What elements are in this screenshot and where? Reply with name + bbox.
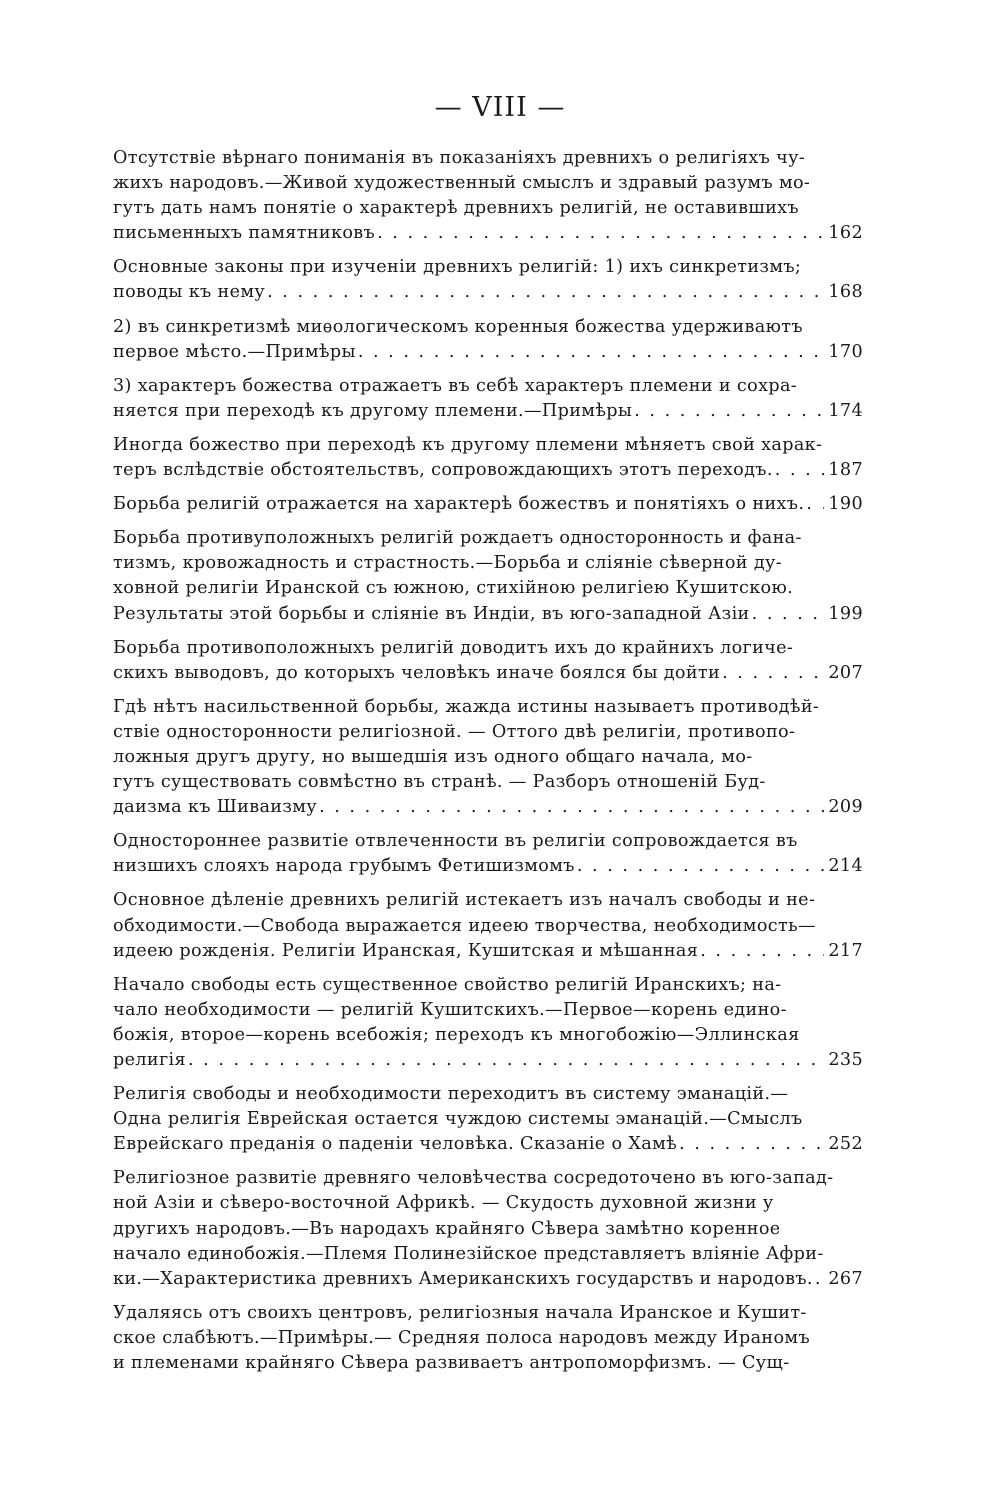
toc-entry-line: Начало свободы есть существенное свойство религій Иранскихъ; на- — [113, 974, 782, 995]
toc-entry-page: 252 — [828, 1134, 863, 1155]
toc-entry-line: 3) характеръ божества отражаетъ въ себѣ характеръ племени и сохра- — [113, 375, 798, 396]
toc-entry-text: няется при переходѣ къ другому племени.—Примѣры — [113, 400, 633, 421]
toc-entry-text: Борьба религій отражается на характерѣ божествъ и понятіяхъ о нихъ. — [113, 494, 805, 515]
toc-entry-line: Отсутствіе вѣрнаго пониманія въ показаніяхъ древнихъ о религіяхъ чу- — [113, 148, 806, 168]
dot-leader — [267, 280, 824, 305]
toc-entry-last-line — [113, 602, 863, 627]
toc-entry-line: обходимости.—Свобода выражается идеею творчества, необходимость— — [113, 915, 816, 936]
dot-leader — [679, 1132, 824, 1157]
toc-entry-line: и племенами крайняго Сѣвера развиваетъ антропоморфизмъ. — Сущ- — [113, 1353, 790, 1374]
toc-entry-last-line — [113, 1132, 863, 1157]
toc-entry-line: божія, второе—корень всебожія; переходъ къ многобожію—Эллинская — [113, 1024, 800, 1045]
toc-entry-line: начало единобожія.—Племя Полинезійское представляетъ вліяніе Афри- — [113, 1243, 824, 1264]
toc-entry — [113, 888, 863, 963]
toc-entry-page: 209 — [828, 797, 863, 818]
toc-entry — [113, 636, 863, 686]
toc-entry-line: гутъ дать намъ понятіе о характерѣ древнихъ религій, не оставившихъ — [113, 198, 799, 219]
toc-entry-line: Борьба противуположныхъ религій рождаетъ односторонность и фана- — [113, 528, 802, 549]
toc-entry-text: письменныхъ памятниковъ — [113, 223, 376, 244]
page-number: — VIII — — [434, 92, 566, 123]
toc-entry-line: тизмъ, кровожадность и страстность.—Борьба и сліяніе сѣверной ду- — [113, 553, 782, 574]
toc-entry-text: теръ вслѣдствіе обстоятельствъ, сопровождающихъ этотъ переходъ. — [113, 460, 773, 481]
toc-entry-line: ложныя другъ другу, но вышедшія изъ одного общаго начала, мо- — [113, 746, 753, 767]
toc-entry — [113, 695, 863, 820]
toc-entry — [113, 526, 863, 626]
toc-entry-line: гутъ существовать совмѣстно въ странѣ. — Разборъ отношеній Буд- — [113, 772, 766, 793]
toc-entry-page: 199 — [828, 603, 863, 624]
toc-entry-page: 170 — [828, 341, 863, 362]
toc-entry-line: 2) въ синкретизмѣ миѳологическомъ коренныя божества удерживаютъ — [113, 316, 803, 337]
toc-entry-line: Основные законы при изученіи древнихъ религій: 1) ихъ синкретизмъ; — [113, 257, 802, 278]
toc-entry — [113, 374, 863, 424]
toc-entry-line: Религія свободы и необходимости переходитъ въ систему эманацій.— — [113, 1084, 789, 1105]
toc-entry-text: Результаты этой борьбы и сліяніе въ Индіи, въ юго-западной Азіи — [113, 603, 750, 624]
toc-entry-line: ствіе односторонности религіозной. — Оттого двѣ религіи, противопо- — [113, 721, 796, 742]
dot-leader — [188, 1048, 824, 1073]
toc-entry-last-line — [113, 280, 863, 305]
dot-leader — [319, 795, 824, 820]
toc-entry — [113, 1166, 863, 1291]
dot-leader — [634, 399, 824, 424]
toc-entry-text: скихъ выводовъ, до которыхъ человѣкъ иначе боялся бы дойти — [113, 662, 721, 683]
toc-entry — [113, 973, 863, 1073]
toc-entry-text: первое мѣсто.—Примѣры — [113, 341, 356, 362]
toc-entry-text: низшихъ слояхъ народа грубымъ Фетишизмомъ — [113, 856, 575, 877]
toc-entry-line: чало необходимости — религій Кушитскихъ.—Первое—корень едино- — [113, 999, 787, 1020]
toc-entry-last-line — [113, 661, 863, 686]
dot-leader — [775, 458, 825, 483]
toc-entry-page: 267 — [828, 1268, 863, 1289]
dot-leader — [377, 221, 824, 246]
toc-entry-line: другихъ народовъ.—Въ народахъ крайняго Сѣвера замѣтно коренное — [113, 1218, 781, 1239]
toc-entry-page: 235 — [828, 1050, 863, 1070]
toc-entry-line: Религіозное развитіе древняго человѣчества сосредоточено въ юго-запад- — [113, 1168, 834, 1189]
toc-entry-line: ховной религіи Иранской съ южною, стихійною религіею Кушитскою. — [113, 578, 794, 599]
dot-leader — [577, 854, 825, 879]
toc-entry-line: жихъ народовъ.—Живой художественный смыслъ и здравый разумъ мо- — [113, 173, 811, 194]
toc-entry-line: Удаляясь отъ своихъ центровъ, религіозныя начала Иранское и Кушит- — [113, 1302, 807, 1323]
toc-entry-text: даизма къ Шиваизму — [113, 797, 318, 818]
toc-entry-continued — [113, 1301, 863, 1376]
toc-entry-text: поводы къ нему — [113, 282, 266, 303]
toc-entry-line: Основное дѣленіе древнихъ религій истекаетъ изъ началъ свободы и не- — [113, 890, 816, 911]
toc-entry-line: Борьба противоположныхъ религій доводитъ ихъ до крайнихъ логиче- — [113, 637, 794, 658]
toc-entry-line: Иногда божество при переходѣ къ другому племени мѣняетъ свой харак- — [113, 434, 823, 455]
toc-entry-page: 187 — [828, 460, 863, 481]
dot-leader — [722, 661, 824, 686]
toc-entry-last-line — [113, 399, 863, 424]
toc-entry-last-line — [113, 795, 863, 820]
dot-leader — [752, 602, 825, 627]
toc-entry-last-line — [113, 1048, 863, 1073]
toc-entry-text: Еврейскаго преданія о паденіи человѣка. Сказаніе о Хамѣ — [113, 1134, 678, 1155]
toc-entry-page: 174 — [828, 400, 863, 421]
dot-leader — [358, 340, 825, 365]
toc-entry — [113, 829, 863, 879]
toc-entry-last-line — [113, 854, 863, 879]
toc-entry-text: ки.—Характеристика древнихъ Американскихъ государствъ и народовъ. — [113, 1268, 813, 1289]
toc-entry-last-line — [113, 492, 863, 517]
toc-entry-page: 168 — [828, 282, 863, 303]
toc-entry-text: идеею рожденія. Религіи Иранская, Кушитская и мѣшанная — [113, 940, 699, 961]
toc-entry-last-line — [113, 939, 863, 964]
toc-entry-last-line — [113, 340, 863, 365]
toc-entry-last-line — [113, 458, 863, 483]
toc-entry-line: Одностороннее развитіе отвлеченности въ религіи сопровождается въ — [113, 831, 798, 852]
toc-entry — [113, 315, 863, 365]
dot-leader — [700, 939, 824, 964]
toc-entry — [113, 255, 863, 305]
toc-entry-page: 190 — [828, 494, 863, 515]
toc-entry-page: 214 — [828, 856, 863, 877]
toc-entry-page: 207 — [828, 662, 863, 683]
toc-entry-line: ной Азіи и сѣверо-восточной Африкѣ. — Скудость духовной жизни у — [113, 1193, 774, 1214]
toc-entry — [113, 433, 863, 483]
toc-entry-line: Гдѣ нѣтъ насильственной борьбы, жажда истины называетъ противодѣй- — [113, 696, 820, 717]
toc-entry — [113, 146, 863, 246]
toc-entry-page: 162 — [828, 223, 863, 244]
toc-entry — [113, 1082, 863, 1157]
toc-entry-page: 217 — [828, 940, 863, 961]
dot-leader — [815, 1267, 825, 1292]
toc-entry-last-line — [113, 1267, 863, 1292]
table-of-contents — [113, 146, 863, 1385]
dot-leader — [806, 492, 824, 517]
toc-entry-line: ское слабѣютъ.—Примѣры.— Средняя полоса народовъ между Ираномъ — [113, 1327, 811, 1348]
toc-entry-last-line — [113, 221, 863, 246]
toc-entry-line: Одна религія Еврейская остается чуждою системы эманацій.—Смыслъ — [113, 1109, 803, 1130]
toc-entry-text: религія — [113, 1050, 186, 1070]
toc-entry — [113, 492, 863, 517]
